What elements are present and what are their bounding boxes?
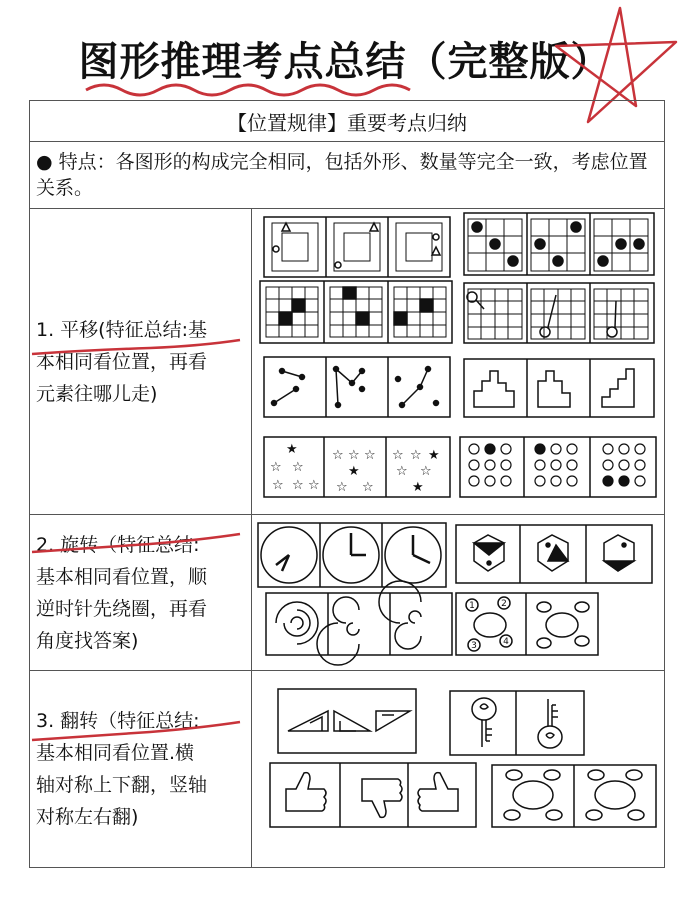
label-line: 角度找答案) xyxy=(36,629,139,652)
circle-matrix-figure xyxy=(460,437,656,497)
red-underline-2 xyxy=(30,530,245,560)
row-label-flip xyxy=(30,671,252,868)
label-line: 2. 旋转（特征总结: xyxy=(36,533,200,556)
svg-text:☆: ☆ xyxy=(396,464,408,479)
stars-figure xyxy=(264,437,450,497)
svg-text:☆: ☆ xyxy=(292,478,304,493)
svg-text:☆: ☆ xyxy=(348,448,360,463)
svg-text:☆: ☆ xyxy=(410,448,422,463)
circle-number: 1 xyxy=(469,601,475,611)
red-underline-1 xyxy=(30,328,245,358)
grid-with-shapes-figure xyxy=(264,217,450,277)
connected-dots-figure xyxy=(264,357,450,417)
black-cells-grid-figure xyxy=(260,281,452,343)
page-title: 图形推理考点总结（完整版） xyxy=(78,39,612,85)
label-line: 1. 平移(特征总结:基 xyxy=(36,318,207,341)
label-line: 对称左右翻) xyxy=(36,806,139,828)
label-line: 基本相同看位置，顺 xyxy=(36,565,208,588)
arc-rings-figure xyxy=(266,581,452,665)
hexagon-figure xyxy=(456,525,652,583)
dots-grid-figure xyxy=(464,213,654,275)
label-line: 轴对称上下翻，竖轴 xyxy=(36,774,208,796)
circle-number: 3 xyxy=(471,641,477,651)
svg-text:★: ★ xyxy=(286,442,298,457)
numbered-circles-figure xyxy=(456,593,598,655)
circle-number: 2 xyxy=(501,599,507,609)
svg-text:★: ★ xyxy=(412,480,424,495)
svg-text:☆: ☆ xyxy=(362,480,374,495)
svg-text:☆: ☆ xyxy=(392,448,404,463)
feature-text: ● 特点：各图形的构成完全相同，包括外形、数量等完全一致，考虑位置关系。 xyxy=(30,142,665,209)
svg-text:☆: ☆ xyxy=(308,478,320,493)
svg-text:☆: ☆ xyxy=(420,464,432,479)
thumbs-figure xyxy=(270,763,476,827)
bar-blocks-figure xyxy=(464,359,654,417)
svg-text:★: ★ xyxy=(348,464,360,479)
label-line: 3. 翻转（特征总结: xyxy=(36,710,200,732)
table-header: 【位置规律】重要考点归纳 xyxy=(30,101,665,142)
svg-text:☆: ☆ xyxy=(292,460,304,475)
label-line: 元素往哪儿走) xyxy=(36,382,158,405)
svg-text:☆: ☆ xyxy=(272,478,284,493)
key-figure xyxy=(450,691,584,755)
svg-text:☆: ☆ xyxy=(364,448,376,463)
rotation-figures xyxy=(252,515,665,671)
svg-text:★: ★ xyxy=(428,448,440,463)
svg-text:☆: ☆ xyxy=(336,480,348,495)
wavy-underline xyxy=(84,78,414,98)
oval-flip-figure xyxy=(492,765,656,827)
row-label-translation xyxy=(30,209,252,515)
clock-face-figure xyxy=(258,523,446,587)
label-line: 本相同看位置，再看 xyxy=(36,350,208,373)
summary-table xyxy=(29,100,665,868)
red-underline-3 xyxy=(30,718,245,748)
flip-figures xyxy=(252,671,665,868)
translation-figures xyxy=(252,209,665,515)
circle-number: 4 xyxy=(503,637,509,647)
label-line: 逆时针先绕圈，再看 xyxy=(36,597,208,620)
triangle-flip-figure xyxy=(278,689,416,753)
svg-text:☆: ☆ xyxy=(332,448,344,463)
needle-grid-figure xyxy=(464,283,654,343)
svg-text:☆: ☆ xyxy=(270,460,282,475)
label-line: 基本相同看位置.横 xyxy=(36,742,195,764)
